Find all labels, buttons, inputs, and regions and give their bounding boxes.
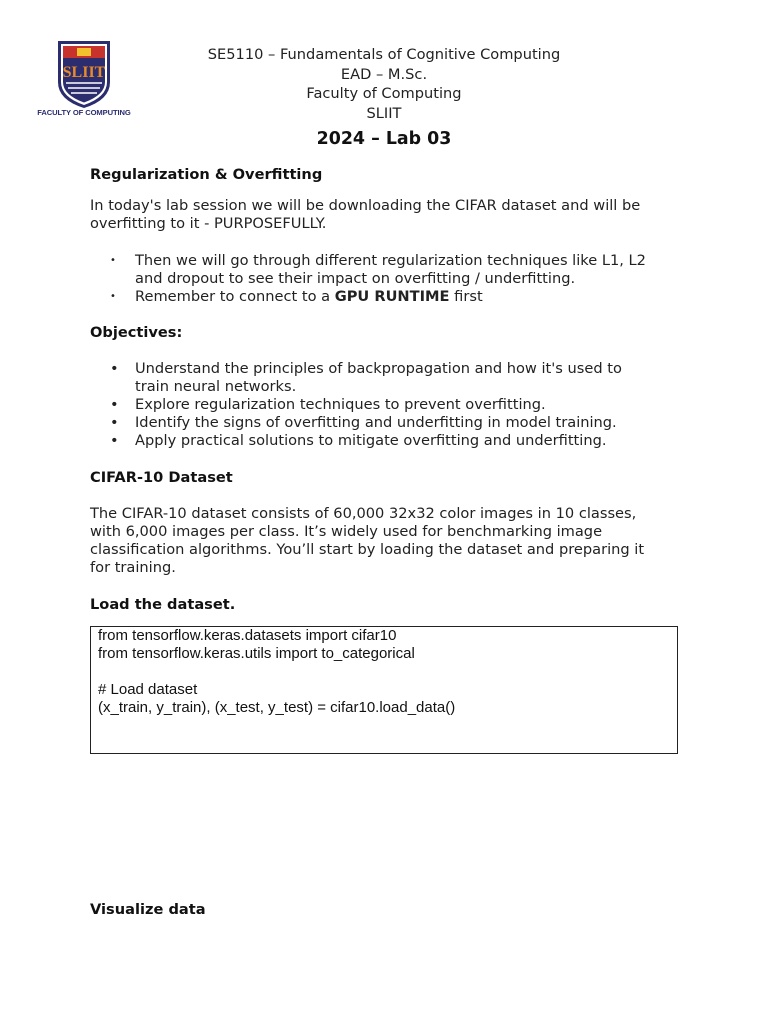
list-item-line: Then we will go through different regularization techniques like L1, L2 [135, 252, 646, 269]
program-name: EAD – M.Sc. [340, 65, 428, 83]
logo-caption: FACULTY OF COMPUTING [37, 108, 131, 117]
list-item [90, 252, 680, 288]
paragraph-line: with 6,000 images per class. It’s widely used for benchmarking image [90, 523, 603, 540]
code-line: from tensorflow.keras.datasets import cifar10 [98, 627, 397, 644]
intro-bullet-list [90, 252, 680, 306]
course-title: SE5110 – Fundamentals of Cognitive Computing [207, 46, 561, 63]
cifar-paragraph [90, 505, 680, 577]
document-header [100, 45, 668, 123]
section-heading-visualize: Visualize data [90, 901, 206, 918]
list-item-line: and dropout to see their impact on overfitting / underfitting. [135, 270, 576, 287]
code-block [90, 626, 678, 754]
list-item-line: Understand the principles of backpropagation and how it's used to [135, 360, 622, 377]
paragraph-line: classification algorithms. You’ll start by loading the dataset and preparing it [90, 541, 645, 558]
list-item-line: Identify the signs of overfitting and underfitting in model training. [135, 414, 617, 431]
list-item-text: first [449, 288, 483, 305]
section-heading-objectives: Objectives: [90, 324, 183, 341]
list-item [90, 414, 680, 432]
list-item-line: train neural networks. [135, 378, 297, 395]
objectives-list [90, 360, 680, 450]
code-line: # Load dataset [98, 681, 198, 698]
code-line: from tensorflow.keras.utils import to_categorical [98, 645, 415, 662]
intro-paragraph [90, 197, 680, 233]
institute-name: SLIIT [366, 104, 402, 122]
list-item [90, 432, 680, 450]
paragraph-line: for training. [90, 559, 176, 576]
paragraph-line: The CIFAR-10 dataset consists of 60,000 32x32 color images in 10 classes, [90, 505, 637, 522]
list-item [90, 360, 680, 396]
lab-title: 2024 – Lab 03 [316, 129, 452, 149]
paragraph-line: In today's lab session we will be downloading the CIFAR dataset and will be [90, 197, 641, 214]
bullet-icon: • [110, 255, 116, 266]
bullet-icon: • [110, 414, 119, 431]
bullet-icon: • [110, 291, 116, 302]
bullet-icon: • [110, 396, 119, 413]
paragraph-line: overfitting to it - PURPOSEFULLY. [90, 215, 327, 232]
section-heading-regularization: Regularization & Overfitting [90, 166, 323, 183]
code-line: (x_train, y_train), (x_test, y_test) = cifar10.load_data() [98, 699, 456, 716]
sliit-wordmark: SLIIT [62, 64, 106, 81]
gpu-runtime-emphasis: GPU RUNTIME [334, 288, 450, 305]
bullet-icon: • [110, 432, 119, 449]
section-heading-cifar: CIFAR-10 Dataset [90, 469, 233, 486]
bullet-icon: • [110, 360, 119, 377]
list-item-line: Explore regularization techniques to prevent overfitting. [135, 396, 546, 413]
list-item-text: Remember to connect to a [135, 288, 335, 305]
section-heading-load-dataset: Load the dataset. [90, 596, 236, 613]
faculty-name: Faculty of Computing [306, 85, 462, 102]
list-item [90, 396, 680, 414]
list-item [90, 288, 680, 306]
list-item-line: Apply practical solutions to mitigate overfitting and underfitting. [135, 432, 607, 449]
